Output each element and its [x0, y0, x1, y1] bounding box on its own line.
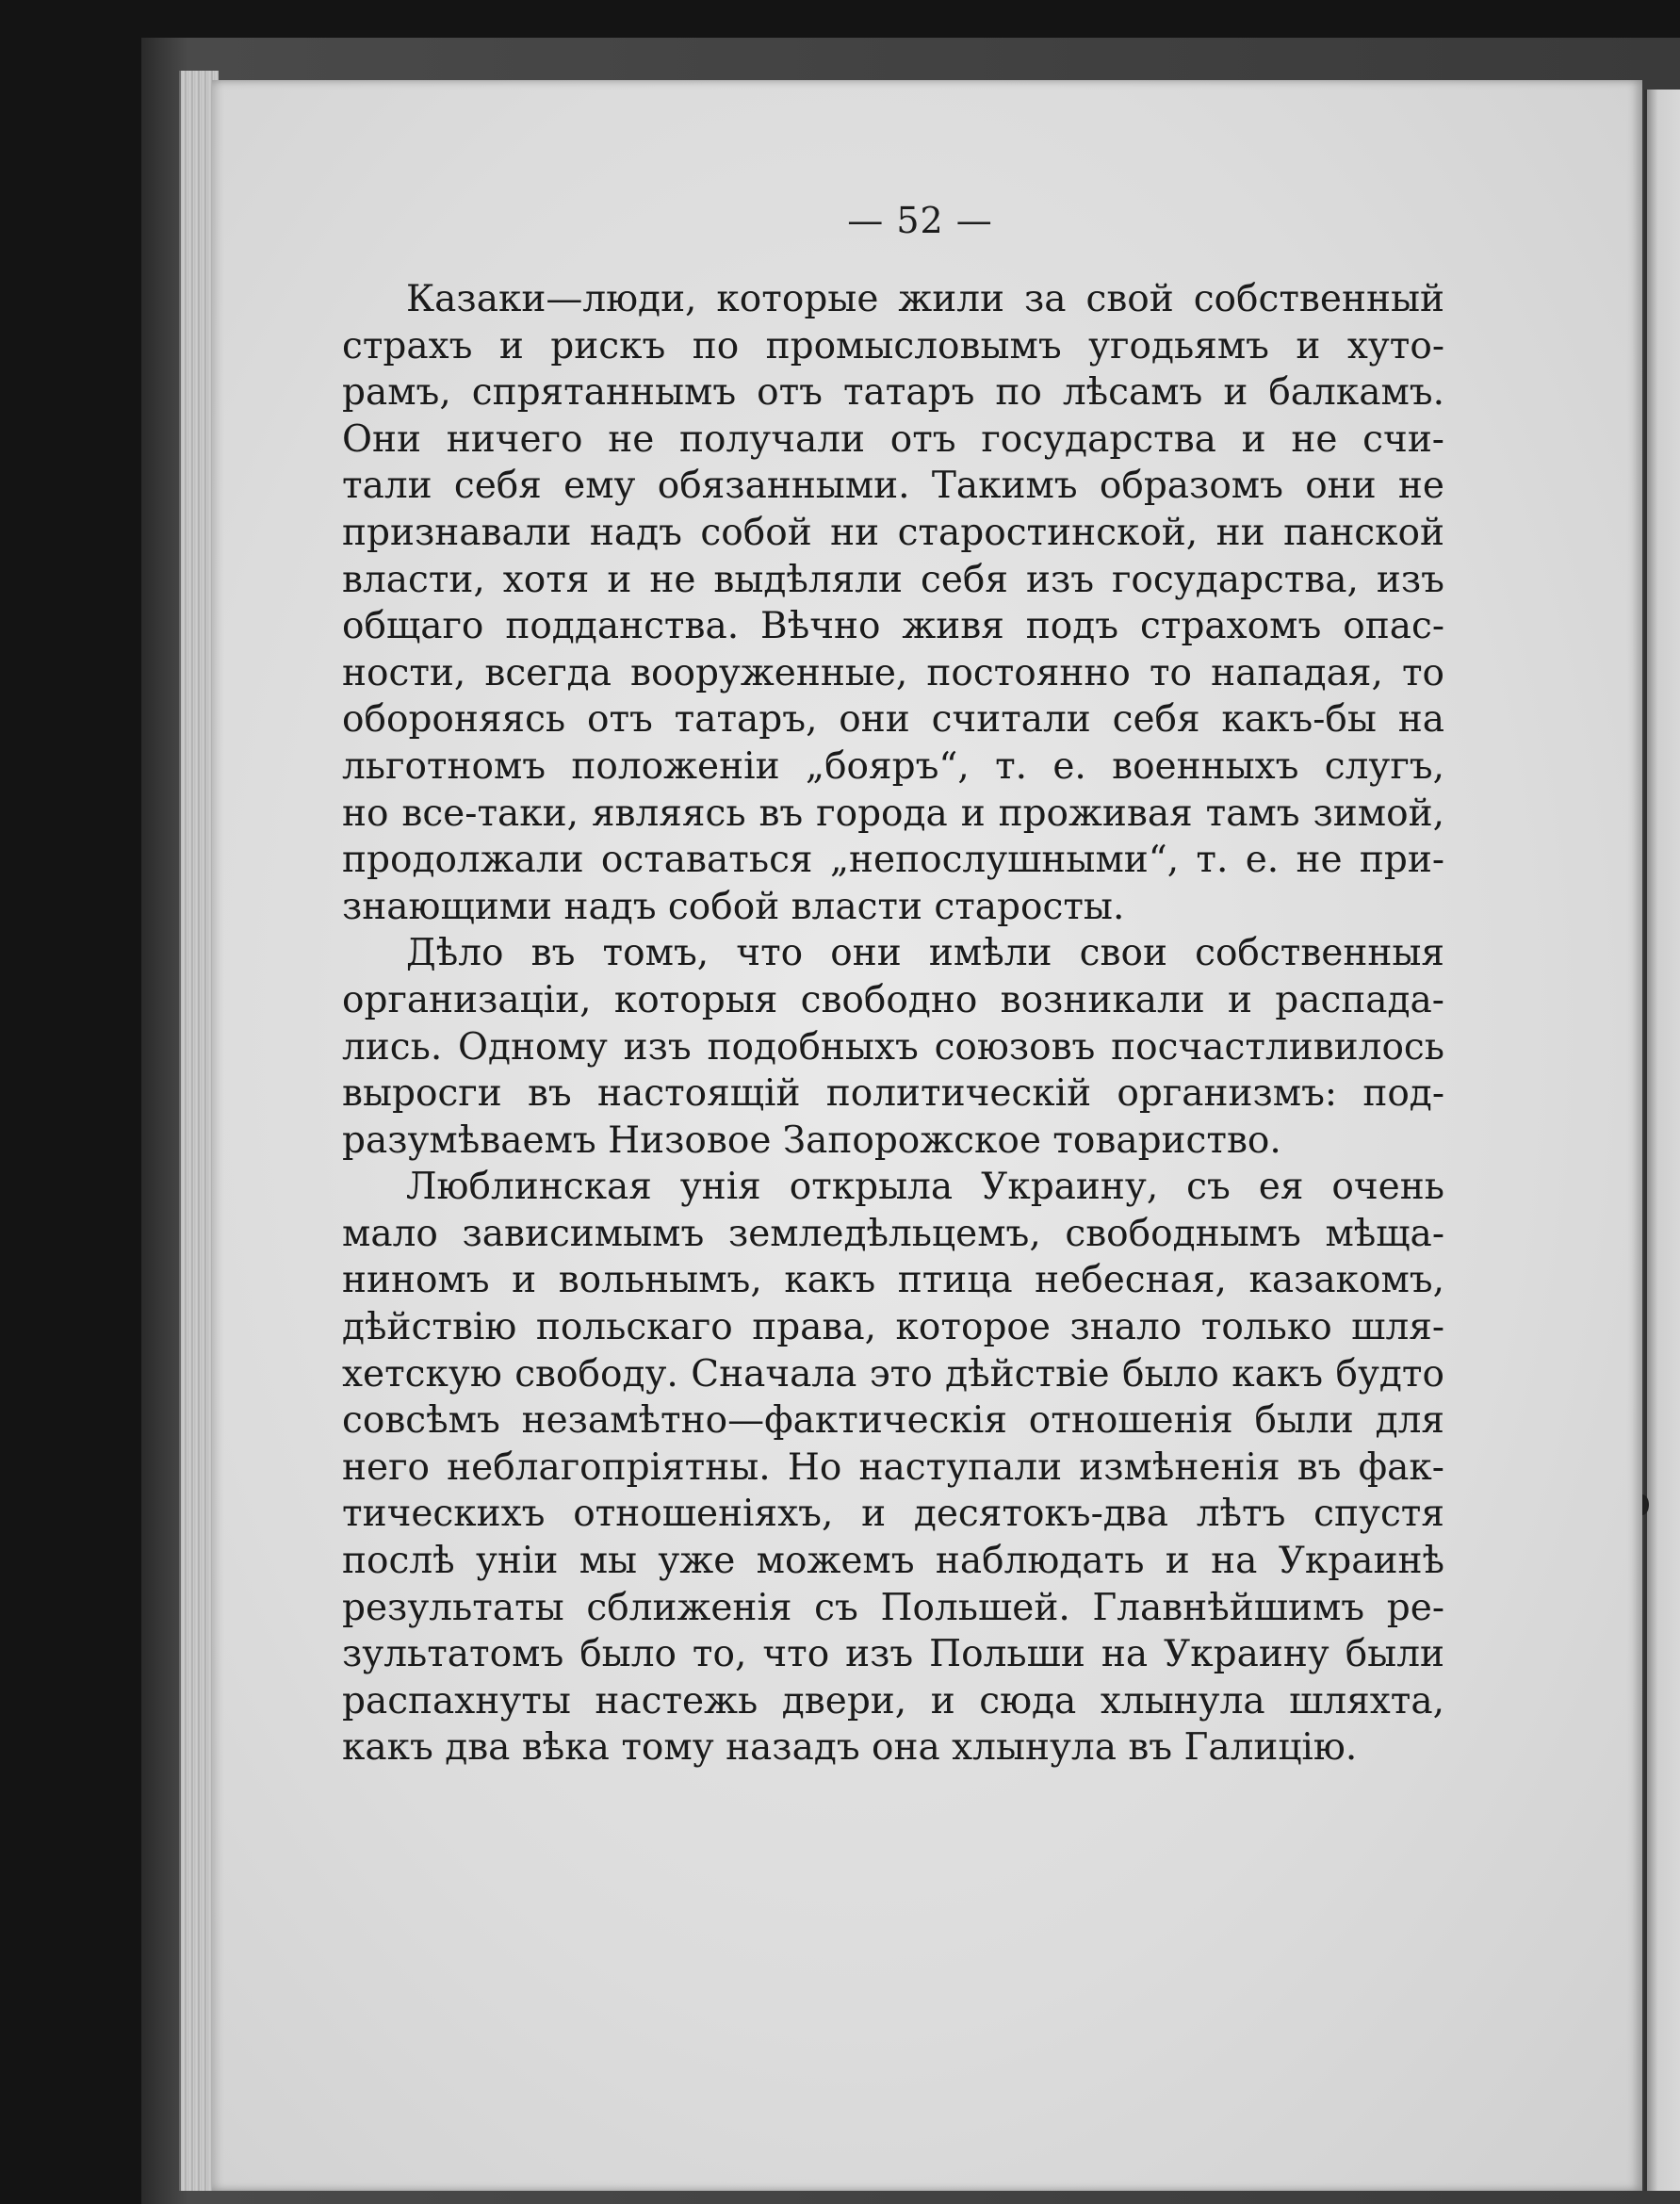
- text-line: Они ничего не получали отъ государства и не счи-: [342, 417, 1444, 461]
- text-line: рамъ, спрятаннымъ отъ татаръ по лѣсамъ и балкамъ.: [342, 371, 1444, 415]
- text-line: какъ два вѣка тому назадъ она хлынула въ Галицiю.: [342, 1726, 1358, 1770]
- text-line: льготномъ положенiи „бояръ“, т. е. военныхъ слугъ,: [342, 744, 1444, 788]
- text-line: лись. Одному изъ подобныхъ союзовъ посчастливилось: [342, 1025, 1444, 1069]
- text-line: распахнуты настежь двери, и сюда хлынула шляхта,: [342, 1679, 1444, 1722]
- text-line: зультатомъ было то, что изъ Польши на Украину были: [342, 1633, 1444, 1676]
- text-line: организацiи, которыя свободно возникали и распада-: [342, 978, 1444, 1021]
- text-line: власти, хотя и не выдѣляли себя изъ государства, изъ: [342, 558, 1444, 601]
- text-line: тали себя ему обязанными. Такимъ образомъ они не: [342, 465, 1444, 508]
- page-body: [342, 276, 1444, 1771]
- text-line: Дѣло въ томъ, что они имѣли свои собственныя: [406, 932, 1444, 975]
- text-line: ниномъ и вольнымъ, какъ птица небесная, казакомъ,: [342, 1259, 1444, 1302]
- text-line: Люблинская унiя открыла Украину, съ ея очень: [406, 1166, 1444, 1209]
- facing-page-edge: [1644, 90, 1680, 2191]
- text-line: послѣ унiи мы уже можемъ наблюдать и на Украинѣ: [342, 1540, 1444, 1583]
- text-line: разумѣваемъ Низовое Запорожское товариство.: [342, 1118, 1281, 1162]
- text-line: выросги въ настоящiй политическiй организмъ: под-: [342, 1072, 1444, 1116]
- paragraph: [342, 1164, 1444, 1771]
- text-line: Казаки—люди, которые жили за свой собственный: [406, 278, 1444, 320]
- text-line: продолжали оставаться „непослушными“, т. е. не при-: [342, 839, 1444, 882]
- text-line: него неблагопрiятны. Но наступали измѣненiя въ фак-: [342, 1445, 1444, 1489]
- text-line: ности, всегда вооруженные, постоянно то нападая, то: [342, 651, 1444, 694]
- text-line: знающими надъ собой власти старосты.: [342, 885, 1125, 928]
- text-line: дѣйствiю польскаго права, которое знало только шля-: [342, 1306, 1444, 1349]
- text-line: совсѣмъ незамѣтно—фактическiя отношенiя были для: [342, 1399, 1444, 1443]
- text-line: тическихъ отношенiяхъ, и десятокъ-два лѣтъ спустя: [342, 1493, 1444, 1536]
- paragraph: [342, 276, 1444, 930]
- text-line: но все-таки, являясь въ города и проживая тамъ зимой,: [342, 792, 1444, 835]
- text-line: обороняясь отъ татаръ, они считали себя какъ-бы на: [342, 698, 1444, 742]
- text-line: страхъ и рискъ по промысловымъ угодьямъ и хуто-: [342, 324, 1444, 367]
- text-line: общаго подданства. Вѣчно живя подъ страхомъ опас-: [342, 605, 1444, 648]
- page-number: — 52 —: [847, 200, 993, 241]
- text-line: результаты сближенiя съ Польшей. Главнѣйшимъ ре-: [342, 1586, 1444, 1629]
- text-line: хетскую свободу. Сначала это дѣйствiе было какъ будто: [342, 1352, 1444, 1396]
- paragraph: [342, 930, 1444, 1164]
- text-line: мало зависимымъ земледѣльцемъ, свободнымъ мѣща-: [342, 1212, 1444, 1255]
- text-line: признавали надъ собой ни старостинской, ни панской: [342, 511, 1444, 554]
